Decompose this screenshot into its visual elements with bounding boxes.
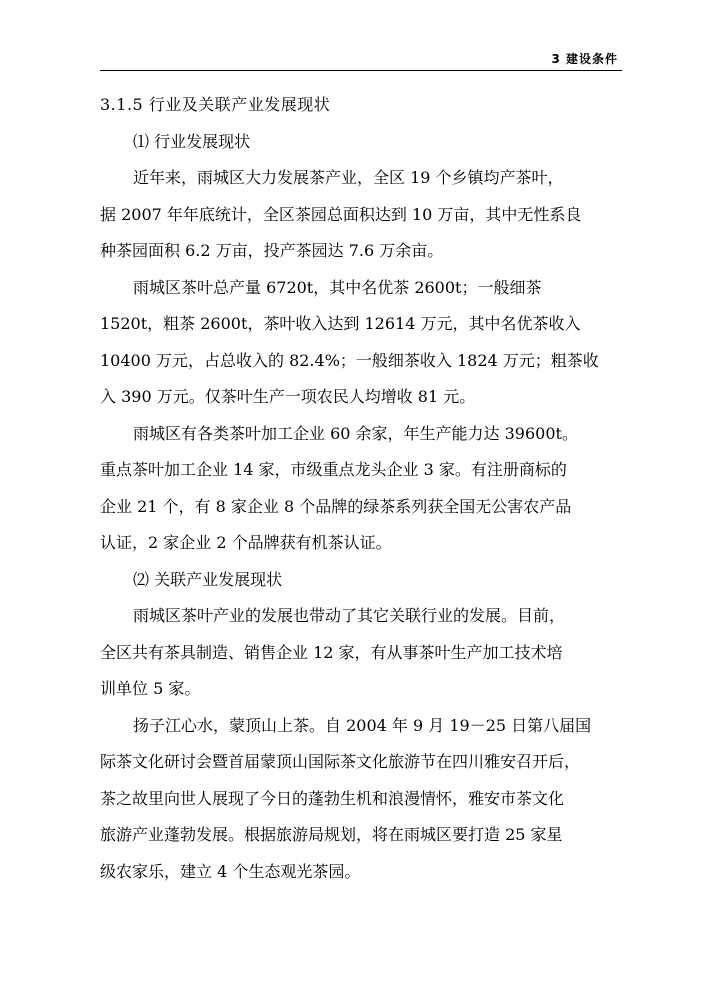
text-line: 1520t，粗茶 2600t，茶叶收入达到 12614 万元，其中名优茶收入 [100, 314, 581, 333]
text-line: 扬子江心水，蒙顶山上茶。自 2004 年 9 月 19－25 日第八届国 [133, 715, 592, 735]
text-line: 近年来，雨城区大力发展茶产业，全区 19 个乡镇均产茶叶， [133, 168, 564, 187]
text-line: 10400 万元，占总收入的 82.4%；一般细茶收入 1824 万元；粗茶收 [100, 350, 599, 370]
text-line: 雨城区有各类茶叶加工企业 60 余家，年生产能力达 39600t。 [133, 423, 578, 443]
paragraph-related-industries [100, 598, 625, 708]
text-line: 据 2007 年年底统计，全区茶园总面积达到 10 万亩，其中无性系良 [100, 204, 582, 224]
section-heading: 3.1.5 行业及关联产业发展现状 [100, 95, 331, 114]
paragraph-tea-output [100, 270, 625, 416]
subsection-heading-industry: ⑴ 行业发展现状 [133, 131, 251, 151]
text-line: 茶之故里向世人展现了今日的蓬勃生机和浪漫情怀，雅安市茶文化 [100, 788, 565, 808]
text-line: 认证，2 家企业 2 个品牌获有机茶认证。 [100, 533, 392, 552]
text-line: 种茶园面积 6.2 万亩，投产茶园达 7.6 万余亩。 [100, 241, 444, 260]
text-line: 训单位 5 家。 [100, 679, 201, 698]
header-rule [100, 70, 622, 71]
paragraph-tea-enterprises [100, 416, 625, 562]
text-line: 雨城区茶叶总产量 6720t，其中名优茶 2600t；一般细茶 [133, 277, 542, 297]
text-line: 全区共有茶具制造、销售企业 12 家，有从事茶叶生产加工技术培 [100, 642, 563, 662]
text-line: 企业 21 个，有 8 家企业 8 个品牌的绿茶系列获全国无公害农产品 [100, 496, 572, 516]
text-line: 重点茶叶加工企业 14 家，市级重点龙头企业 3 家。有注册商标的 [100, 460, 567, 479]
running-header: 3 建设条件 [551, 52, 618, 66]
body-text [100, 87, 625, 890]
text-line: 级农家乐，建立 4 个生态观光茶园。 [100, 861, 361, 881]
text-line: 雨城区茶叶产业的发展也带动了其它关联行业的发展。目前， [133, 606, 566, 625]
paragraph-tea-area [100, 160, 625, 270]
text-line: 入 390 万元。仅茶叶生产一项农民人均增收 81 元。 [100, 387, 476, 406]
paragraph-tea-tourism [100, 708, 625, 891]
text-line: 际茶文化研讨会暨首届蒙顶山国际茶文化旅游节在四川雅安召开后， [100, 752, 581, 771]
subsection-heading-related: ⑵ 关联产业发展现状 [133, 569, 283, 589]
text-line: 旅游产业蓬勃发展。根据旅游局规划，将在雨城区要打造 25 家星 [100, 825, 563, 844]
